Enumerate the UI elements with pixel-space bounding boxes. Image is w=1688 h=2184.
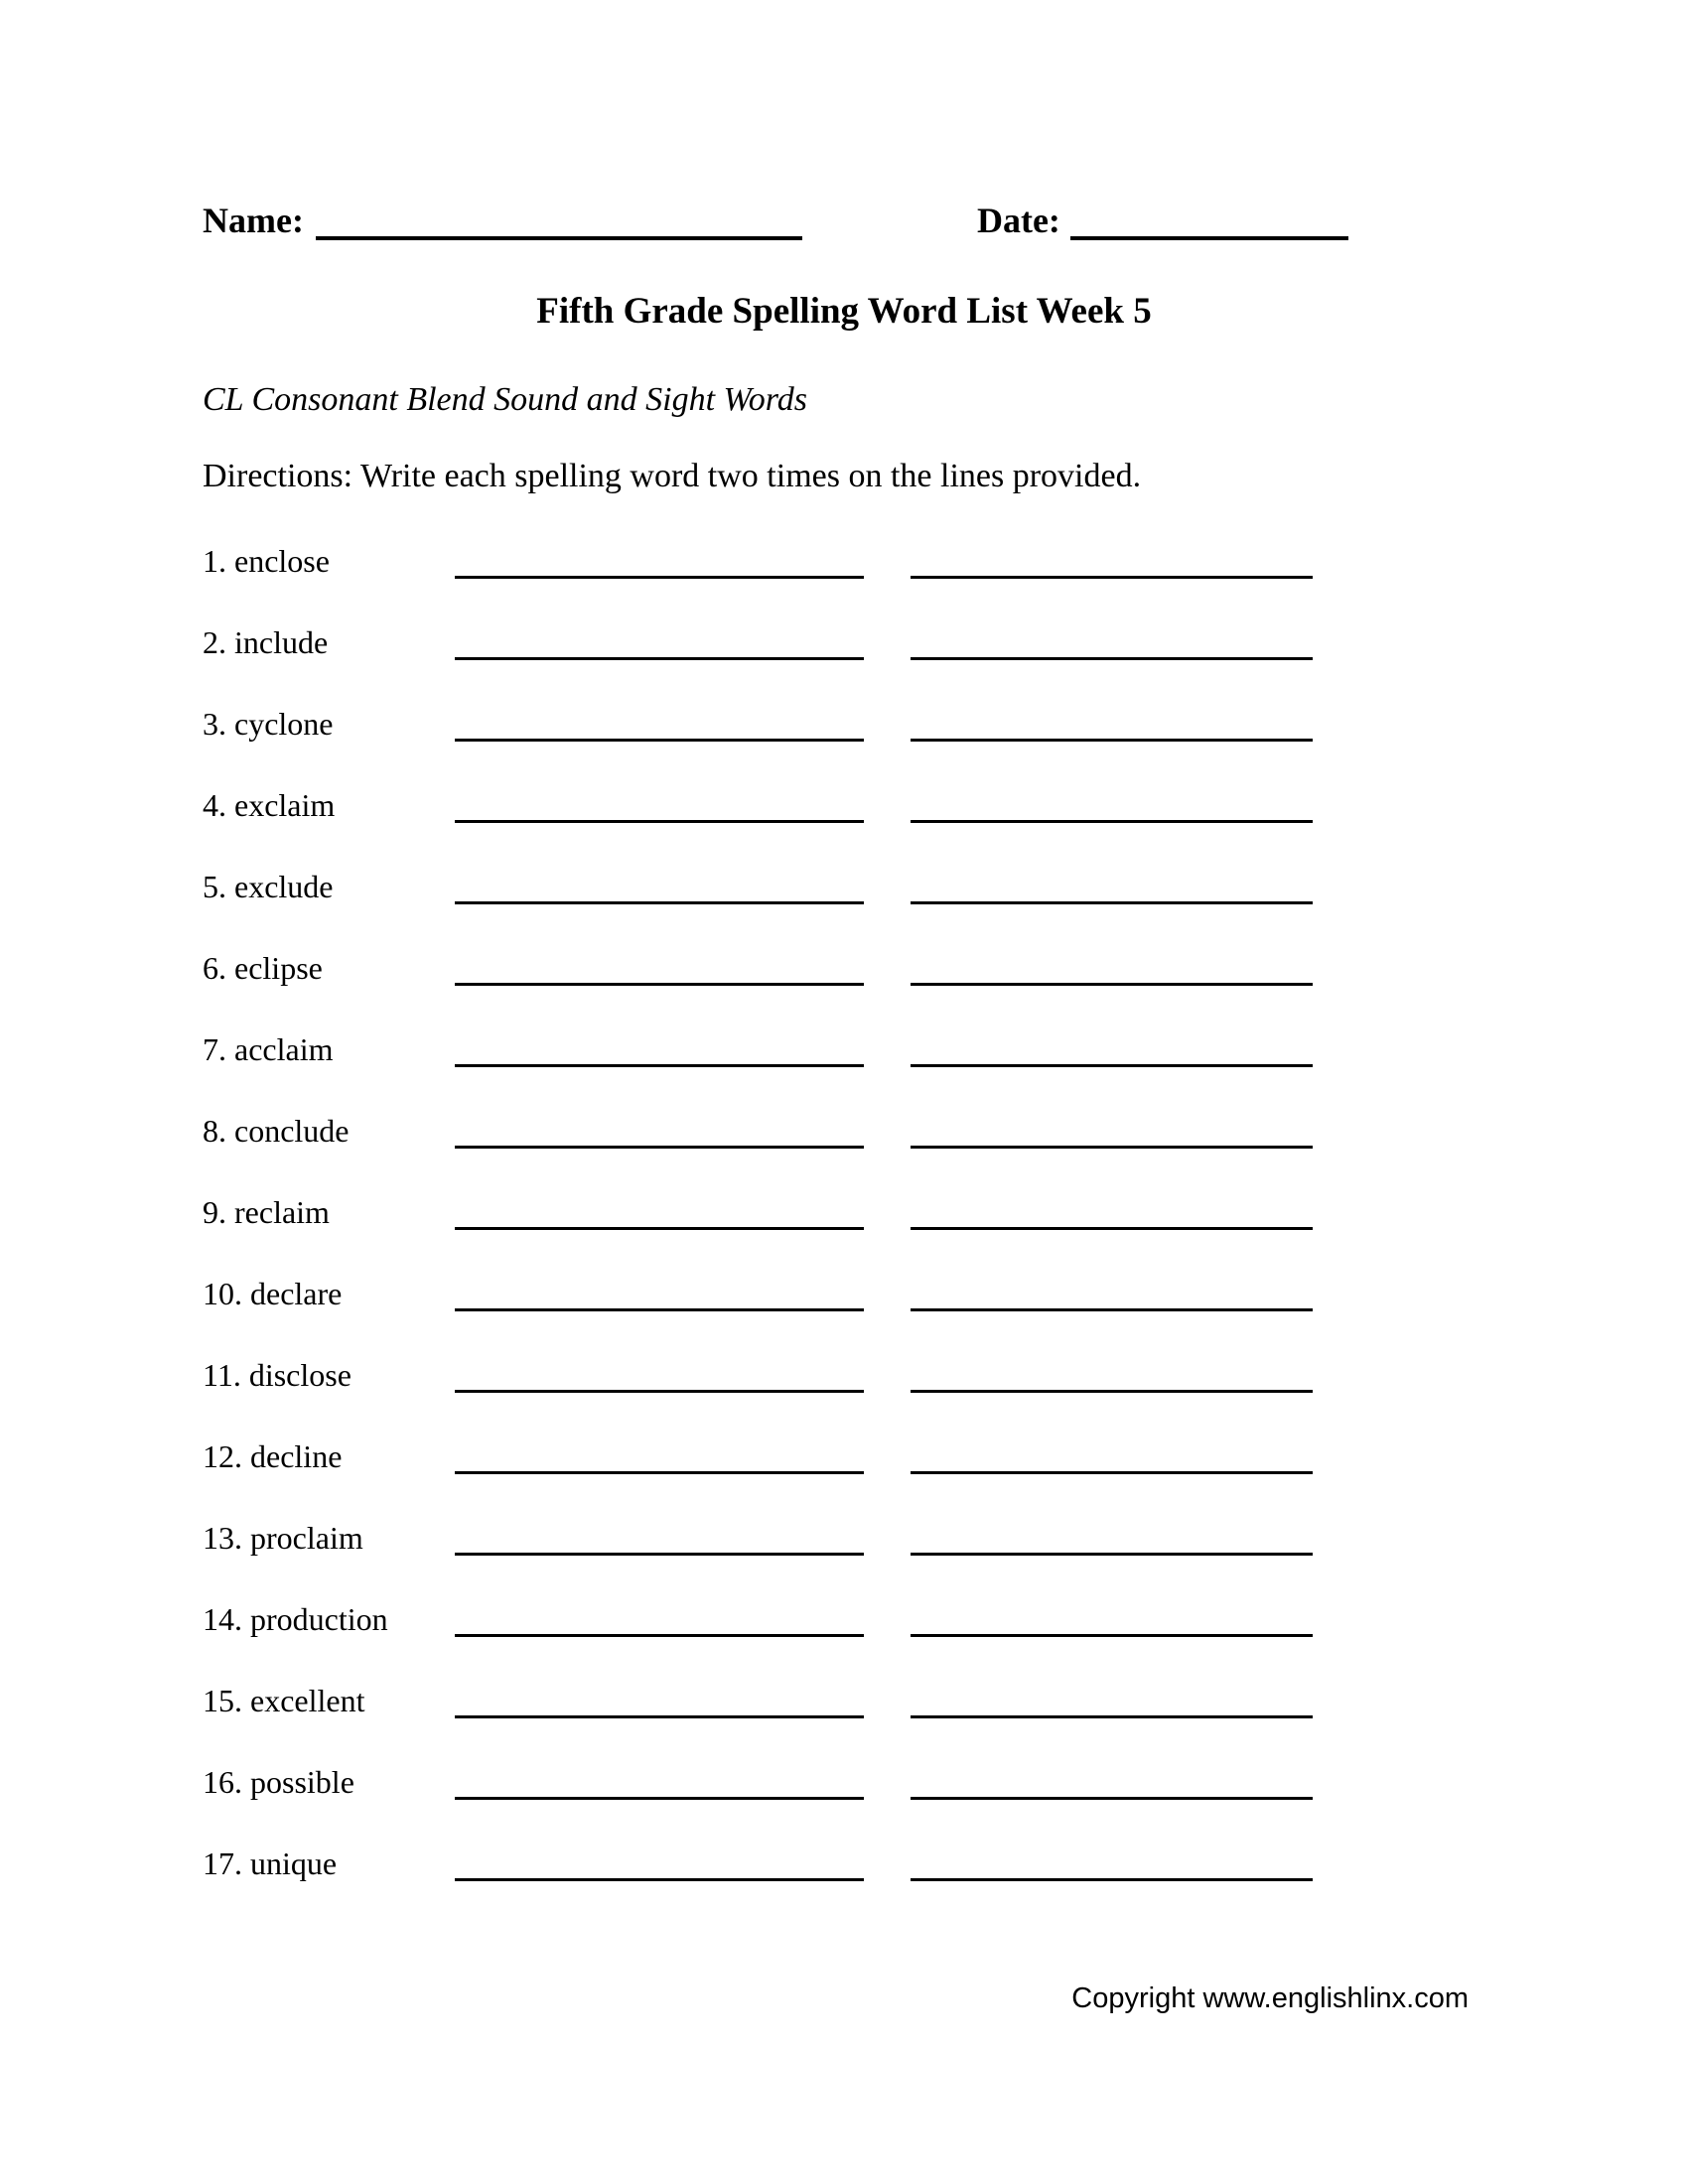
date-fill-line[interactable]: [1070, 201, 1348, 240]
write-line-first[interactable]: [455, 1681, 864, 1718]
word-label: 1. enclose: [203, 543, 330, 579]
word-label: 9. reclaim: [203, 1194, 330, 1230]
word-row: [203, 948, 1539, 1029]
write-line-first[interactable]: [455, 1599, 864, 1637]
word-row: [203, 785, 1539, 867]
write-line-first[interactable]: [455, 948, 864, 986]
write-line-second[interactable]: [911, 1355, 1313, 1393]
word-label: 5. exclude: [203, 869, 334, 904]
write-line-first[interactable]: [455, 1436, 864, 1474]
word-row: [203, 1599, 1539, 1681]
write-line-second[interactable]: [911, 1843, 1313, 1881]
write-line-first[interactable]: [455, 1518, 864, 1556]
word-row: [203, 1355, 1539, 1436]
write-line-second[interactable]: [911, 1436, 1313, 1474]
word-row: [203, 1518, 1539, 1599]
write-line-second[interactable]: [911, 867, 1313, 904]
word-label: 8. conclude: [203, 1113, 350, 1149]
name-label: Name:: [203, 201, 304, 240]
subtitle: CL Consonant Blend Sound and Sight Words: [203, 381, 807, 418]
write-line-first[interactable]: [455, 1843, 864, 1881]
write-line-second[interactable]: [911, 1681, 1313, 1718]
word-label: 4. exclaim: [203, 787, 336, 823]
word-row: [203, 1681, 1539, 1762]
word-row: [203, 1843, 1539, 1925]
word-label: 2. include: [203, 624, 329, 660]
word-row: [203, 704, 1539, 785]
word-label: 14. production: [203, 1601, 388, 1637]
write-line-second[interactable]: [911, 1192, 1313, 1230]
word-row: [203, 1274, 1539, 1355]
write-line-first[interactable]: [455, 1762, 864, 1800]
word-row: [203, 1192, 1539, 1274]
word-label: 7. acclaim: [203, 1031, 334, 1067]
word-row: [203, 541, 1539, 622]
word-row: [203, 622, 1539, 704]
write-line-first[interactable]: [455, 785, 864, 823]
write-line-second[interactable]: [911, 541, 1313, 579]
write-line-second[interactable]: [911, 1599, 1313, 1637]
word-label: 11. disclose: [203, 1357, 352, 1393]
word-list: [203, 541, 1539, 1925]
page-title: Fifth Grade Spelling Word List Week 5: [536, 291, 1152, 332]
date-label: Date:: [976, 201, 1060, 240]
word-label: 13. proclaim: [203, 1520, 363, 1556]
word-label: 15. excellent: [203, 1683, 365, 1718]
write-line-first[interactable]: [455, 1029, 864, 1067]
word-label: 3. cyclone: [203, 706, 334, 742]
word-label: 6. eclipse: [203, 950, 323, 986]
word-row: [203, 1029, 1539, 1111]
write-line-first[interactable]: [455, 1111, 864, 1149]
word-label: 10. declare: [203, 1276, 343, 1311]
write-line-second[interactable]: [911, 1111, 1313, 1149]
write-line-first[interactable]: [455, 867, 864, 904]
word-row: [203, 1111, 1539, 1192]
write-line-second[interactable]: [911, 1762, 1313, 1800]
word-label: 17. unique: [203, 1845, 338, 1881]
write-line-second[interactable]: [911, 622, 1313, 660]
word-label: 16. possible: [203, 1764, 354, 1800]
write-line-second[interactable]: [911, 785, 1313, 823]
write-line-first[interactable]: [455, 1192, 864, 1230]
write-line-second[interactable]: [911, 1029, 1313, 1067]
name-fill-line[interactable]: [316, 201, 802, 240]
word-row: [203, 1436, 1539, 1518]
write-line-first[interactable]: [455, 541, 864, 579]
directions-text: Directions: Write each spelling word two times on the lines provided.: [203, 458, 1142, 494]
word-row: [203, 1762, 1539, 1843]
write-line-second[interactable]: [911, 948, 1313, 986]
write-line-first[interactable]: [455, 704, 864, 742]
write-line-second[interactable]: [911, 704, 1313, 742]
write-line-first[interactable]: [455, 622, 864, 660]
write-line-first[interactable]: [455, 1274, 864, 1311]
write-line-first[interactable]: [455, 1355, 864, 1393]
header: [203, 201, 1489, 240]
word-row: [203, 867, 1539, 948]
word-label: 12. decline: [203, 1438, 343, 1474]
write-line-second[interactable]: [911, 1518, 1313, 1556]
copyright-text: Copyright www.englishlinx.com: [1071, 1982, 1469, 2014]
write-line-second[interactable]: [911, 1274, 1313, 1311]
